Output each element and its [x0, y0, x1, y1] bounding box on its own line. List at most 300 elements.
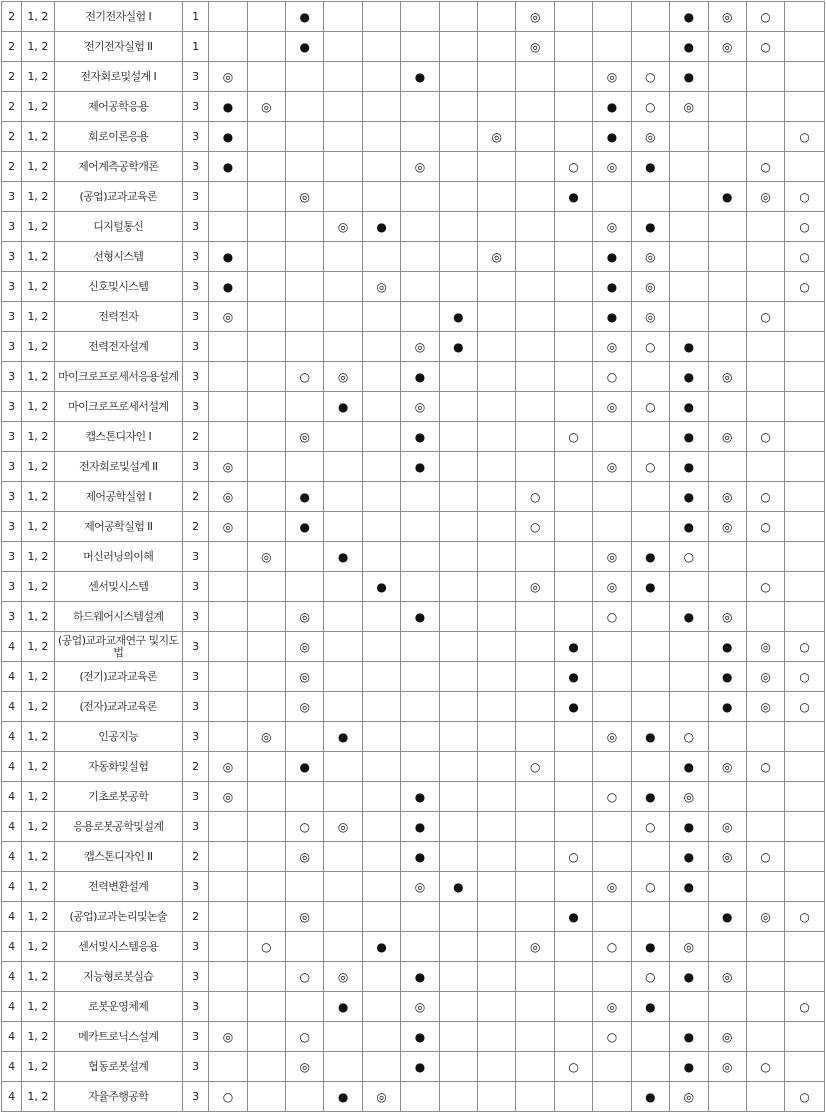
competency-mark-cell: ◎ — [478, 122, 516, 152]
competency-mark-cell: ◎ — [593, 872, 631, 902]
competency-mark-cell — [478, 332, 516, 362]
competency-mark-cell — [362, 32, 400, 62]
competency-mark-cell — [708, 992, 746, 1022]
competency-mark-cell: ◎ — [746, 692, 784, 722]
competency-mark-cell: ○ — [516, 512, 554, 542]
competency-mark-cell — [247, 152, 285, 182]
competency-mark-cell — [516, 722, 554, 752]
competency-mark-cell — [478, 212, 516, 242]
competency-mark-cell — [593, 962, 631, 992]
competency-mark-cell — [516, 302, 554, 332]
competency-mark-cell — [478, 542, 516, 572]
competency-mark-cell — [593, 1082, 631, 1112]
competency-mark-cell — [516, 1022, 554, 1052]
competency-mark-cell — [554, 272, 592, 302]
competency-mark-cell: ○ — [631, 452, 669, 482]
competency-mark-cell — [439, 662, 477, 692]
table-row — [2, 32, 825, 62]
competency-mark-cell — [439, 122, 477, 152]
competency-mark-cell: ● — [439, 872, 477, 902]
competency-mark-cell — [593, 842, 631, 872]
course-name-cell: (공업)교과논리및논술 — [54, 902, 182, 932]
competency-mark-cell — [478, 32, 516, 62]
semester-cell: 1, 2 — [22, 62, 54, 92]
competency-mark-cell — [324, 272, 362, 302]
competency-mark-cell: ◎ — [324, 362, 362, 392]
competency-mark-cell — [247, 362, 285, 392]
competency-mark-cell — [439, 1022, 477, 1052]
course-name-cell: (공업)교과교육론 — [54, 182, 182, 212]
competency-mark-cell — [516, 152, 554, 182]
table-row — [2, 542, 825, 572]
competency-mark-cell: ◎ — [631, 302, 669, 332]
competency-mark-cell — [286, 782, 324, 812]
competency-mark-cell: ◎ — [593, 542, 631, 572]
table-row — [2, 692, 825, 722]
competency-mark-cell — [708, 722, 746, 752]
grade-cell: 2 — [2, 62, 22, 92]
competency-mark-cell — [478, 92, 516, 122]
credits-cell: 2 — [182, 482, 208, 512]
credits-cell: 3 — [182, 332, 208, 362]
course-name-cell: 하드웨어시스템설계 — [54, 602, 182, 632]
semester-cell: 1, 2 — [22, 962, 54, 992]
grade-cell: 4 — [2, 902, 22, 932]
competency-mark-cell — [247, 512, 285, 542]
grade-cell: 2 — [2, 2, 22, 32]
competency-mark-cell: ◎ — [209, 62, 247, 92]
competency-mark-cell: ● — [670, 602, 708, 632]
competency-mark-cell — [554, 62, 592, 92]
competency-mark-cell — [439, 182, 477, 212]
competency-mark-cell: ○ — [746, 512, 784, 542]
competency-mark-cell: ○ — [670, 542, 708, 572]
course-name-cell: 캡스톤디자인 I — [54, 422, 182, 452]
credits-cell: 1 — [182, 2, 208, 32]
competency-mark-cell: ○ — [746, 422, 784, 452]
competency-mark-cell — [785, 542, 825, 572]
credits-cell: 2 — [182, 842, 208, 872]
competency-mark-cell — [209, 422, 247, 452]
competency-mark-cell — [401, 92, 439, 122]
competency-mark-cell — [478, 932, 516, 962]
competency-mark-cell: ● — [593, 92, 631, 122]
competency-mark-cell — [593, 32, 631, 62]
competency-mark-cell — [478, 1082, 516, 1112]
competency-mark-cell — [439, 2, 477, 32]
grade-cell: 4 — [2, 782, 22, 812]
competency-mark-cell — [478, 392, 516, 422]
competency-mark-cell — [209, 932, 247, 962]
competency-mark-cell — [593, 1052, 631, 1082]
table-row — [2, 152, 825, 182]
competency-mark-cell — [785, 332, 825, 362]
competency-mark-cell — [362, 2, 400, 32]
course-name-cell: 응용로봇공학및설계 — [54, 812, 182, 842]
competency-mark-cell — [209, 722, 247, 752]
credits-cell: 2 — [182, 422, 208, 452]
competency-mark-cell — [746, 1082, 784, 1112]
table-row — [2, 422, 825, 452]
competency-mark-cell: ◎ — [593, 452, 631, 482]
competency-mark-cell — [478, 512, 516, 542]
competency-mark-cell — [362, 1052, 400, 1082]
competency-mark-cell — [593, 482, 631, 512]
competency-mark-cell: ● — [362, 932, 400, 962]
competency-mark-cell: ● — [631, 992, 669, 1022]
course-name-cell: 전력전자설계 — [54, 332, 182, 362]
competency-mark-cell — [401, 182, 439, 212]
competency-mark-cell — [785, 392, 825, 422]
grade-cell: 3 — [2, 302, 22, 332]
competency-mark-cell — [516, 332, 554, 362]
competency-mark-cell — [439, 752, 477, 782]
semester-cell: 1, 2 — [22, 1082, 54, 1112]
competency-mark-cell — [209, 662, 247, 692]
competency-mark-cell: ◎ — [593, 572, 631, 602]
competency-mark-cell — [439, 362, 477, 392]
competency-mark-cell: ○ — [785, 182, 825, 212]
competency-mark-cell — [286, 272, 324, 302]
competency-mark-cell — [362, 632, 400, 662]
competency-mark-cell: ● — [670, 332, 708, 362]
competency-mark-cell: ◎ — [209, 302, 247, 332]
competency-mark-cell — [670, 122, 708, 152]
credits-cell: 3 — [182, 992, 208, 1022]
competency-mark-cell — [593, 632, 631, 662]
competency-mark-cell: ● — [554, 692, 592, 722]
semester-cell: 1, 2 — [22, 332, 54, 362]
semester-cell: 1, 2 — [22, 932, 54, 962]
competency-mark-cell: ● — [631, 932, 669, 962]
competency-mark-cell — [401, 692, 439, 722]
competency-mark-cell — [708, 1082, 746, 1112]
table-row — [2, 572, 825, 602]
competency-mark-cell — [631, 422, 669, 452]
competency-mark-cell: ○ — [593, 602, 631, 632]
course-name-cell: 인공지능 — [54, 722, 182, 752]
competency-mark-cell — [478, 992, 516, 1022]
grade-cell: 3 — [2, 392, 22, 422]
credits-cell: 3 — [182, 392, 208, 422]
competency-mark-cell — [247, 902, 285, 932]
semester-cell: 1, 2 — [22, 242, 54, 272]
course-name-cell: 전기전자실험 I — [54, 2, 182, 32]
competency-mark-cell — [324, 332, 362, 362]
table-row — [2, 1022, 825, 1052]
competency-mark-cell — [439, 902, 477, 932]
competency-mark-cell — [516, 662, 554, 692]
competency-mark-cell — [708, 92, 746, 122]
course-name-cell: 선형시스템 — [54, 242, 182, 272]
credits-cell: 3 — [182, 1052, 208, 1082]
competency-mark-cell — [362, 152, 400, 182]
competency-mark-cell — [516, 842, 554, 872]
competency-mark-cell — [247, 572, 285, 602]
competency-mark-cell — [362, 512, 400, 542]
table-body — [2, 2, 825, 1112]
competency-mark-cell — [247, 752, 285, 782]
course-name-cell: 전기전자실험 II — [54, 32, 182, 62]
table-row — [2, 272, 825, 302]
competency-mark-cell — [554, 722, 592, 752]
competency-mark-cell — [670, 182, 708, 212]
table-row — [2, 962, 825, 992]
semester-cell: 1, 2 — [22, 422, 54, 452]
competency-mark-cell: ● — [670, 392, 708, 422]
competency-mark-cell — [439, 842, 477, 872]
competency-mark-cell — [209, 392, 247, 422]
competency-mark-cell — [708, 212, 746, 242]
semester-cell: 1, 2 — [22, 812, 54, 842]
competency-mark-cell — [746, 452, 784, 482]
competency-mark-cell: ◎ — [247, 92, 285, 122]
competency-mark-cell — [478, 632, 516, 662]
competency-mark-cell: ○ — [516, 752, 554, 782]
competency-mark-cell: ● — [554, 662, 592, 692]
competency-mark-cell — [286, 152, 324, 182]
competency-mark-cell: ○ — [631, 332, 669, 362]
competency-mark-cell — [631, 1052, 669, 1082]
competency-mark-cell — [324, 62, 362, 92]
competency-mark-cell — [439, 272, 477, 302]
course-name-cell: 전력변환설계 — [54, 872, 182, 902]
competency-mark-cell: ◎ — [401, 872, 439, 902]
competency-mark-cell — [631, 1022, 669, 1052]
competency-mark-cell — [785, 1022, 825, 1052]
semester-cell: 1, 2 — [22, 392, 54, 422]
table-row — [2, 602, 825, 632]
table-row — [2, 182, 825, 212]
credits-cell: 3 — [182, 572, 208, 602]
competency-mark-cell: ○ — [593, 782, 631, 812]
competency-mark-cell: ○ — [593, 1022, 631, 1052]
competency-mark-cell — [516, 1052, 554, 1082]
competency-mark-cell — [286, 452, 324, 482]
competency-mark-cell — [785, 512, 825, 542]
competency-mark-cell — [286, 992, 324, 1022]
competency-mark-cell: ◎ — [286, 182, 324, 212]
competency-mark-cell — [746, 212, 784, 242]
competency-mark-cell: ● — [593, 122, 631, 152]
competency-mark-cell: ● — [708, 662, 746, 692]
competency-mark-cell: ○ — [785, 122, 825, 152]
competency-mark-cell — [362, 692, 400, 722]
competency-mark-cell — [401, 272, 439, 302]
competency-mark-cell — [286, 572, 324, 602]
competency-mark-cell — [554, 812, 592, 842]
competency-mark-cell — [286, 332, 324, 362]
competency-mark-cell — [247, 272, 285, 302]
curriculum-mapping-table — [1, 1, 825, 1112]
table-row — [2, 722, 825, 752]
competency-mark-cell — [785, 872, 825, 902]
grade-cell: 3 — [2, 182, 22, 212]
semester-cell: 1, 2 — [22, 1052, 54, 1082]
grade-cell: 4 — [2, 812, 22, 842]
competency-mark-cell — [247, 302, 285, 332]
competency-mark-cell — [785, 932, 825, 962]
competency-mark-cell — [631, 752, 669, 782]
competency-mark-cell — [439, 962, 477, 992]
competency-mark-cell — [708, 242, 746, 272]
competency-mark-cell — [362, 422, 400, 452]
competency-mark-cell — [324, 902, 362, 932]
competency-mark-cell — [401, 212, 439, 242]
competency-mark-cell — [247, 692, 285, 722]
competency-mark-cell — [324, 242, 362, 272]
competency-mark-cell — [362, 92, 400, 122]
grade-cell: 3 — [2, 332, 22, 362]
competency-mark-cell — [324, 602, 362, 632]
competency-mark-cell — [286, 932, 324, 962]
competency-mark-cell: ● — [631, 542, 669, 572]
competency-mark-cell: ● — [401, 812, 439, 842]
grade-cell: 3 — [2, 542, 22, 572]
grade-cell: 4 — [2, 1082, 22, 1112]
table-row — [2, 452, 825, 482]
competency-mark-cell — [785, 752, 825, 782]
grade-cell: 2 — [2, 92, 22, 122]
competency-mark-cell — [247, 782, 285, 812]
competency-mark-cell: ◎ — [670, 932, 708, 962]
competency-mark-cell: ○ — [746, 152, 784, 182]
competency-mark-cell — [247, 842, 285, 872]
competency-mark-cell — [554, 602, 592, 632]
competency-mark-cell — [439, 452, 477, 482]
competency-mark-cell — [516, 182, 554, 212]
competency-mark-cell: ◎ — [593, 212, 631, 242]
competency-mark-cell — [631, 662, 669, 692]
competency-mark-cell: ◎ — [593, 722, 631, 752]
competency-mark-cell — [554, 32, 592, 62]
competency-mark-cell — [631, 632, 669, 662]
competency-mark-cell — [439, 812, 477, 842]
competency-mark-cell: ○ — [785, 992, 825, 1022]
competency-mark-cell — [478, 662, 516, 692]
credits-cell: 3 — [182, 182, 208, 212]
competency-mark-cell: ● — [439, 332, 477, 362]
competency-mark-cell: ○ — [286, 962, 324, 992]
competency-mark-cell: ◎ — [286, 662, 324, 692]
competency-mark-cell: ● — [209, 92, 247, 122]
competency-mark-cell — [554, 1022, 592, 1052]
competency-mark-cell: ● — [324, 392, 362, 422]
competency-mark-cell: ○ — [785, 272, 825, 302]
grade-cell: 4 — [2, 1052, 22, 1082]
grade-cell: 3 — [2, 512, 22, 542]
competency-mark-cell: ● — [209, 122, 247, 152]
table-row — [2, 122, 825, 152]
competency-mark-cell — [746, 872, 784, 902]
competency-mark-cell — [516, 92, 554, 122]
semester-cell: 1, 2 — [22, 272, 54, 302]
credits-cell: 3 — [182, 242, 208, 272]
competency-mark-cell — [516, 602, 554, 632]
competency-mark-cell: ○ — [631, 812, 669, 842]
grade-cell: 3 — [2, 602, 22, 632]
course-name-cell: (전자)교과교육론 — [54, 692, 182, 722]
credits-cell: 3 — [182, 302, 208, 332]
competency-mark-cell: ◎ — [708, 422, 746, 452]
competency-mark-cell — [785, 812, 825, 842]
competency-mark-cell: ● — [670, 842, 708, 872]
competency-mark-cell: ○ — [593, 932, 631, 962]
competency-mark-cell — [554, 452, 592, 482]
semester-cell: 1, 2 — [22, 92, 54, 122]
competency-mark-cell: ● — [670, 752, 708, 782]
competency-mark-cell — [554, 392, 592, 422]
competency-mark-cell: ◎ — [708, 362, 746, 392]
credits-cell: 3 — [182, 1082, 208, 1112]
competency-mark-cell — [516, 422, 554, 452]
competency-mark-cell — [401, 542, 439, 572]
competency-mark-cell — [516, 632, 554, 662]
competency-mark-cell: ○ — [785, 692, 825, 722]
competency-mark-cell: ◎ — [247, 722, 285, 752]
table-row — [2, 392, 825, 422]
semester-cell: 1, 2 — [22, 902, 54, 932]
course-name-cell: 자동화및실험 — [54, 752, 182, 782]
competency-mark-cell — [324, 92, 362, 122]
competency-mark-cell: ● — [670, 62, 708, 92]
semester-cell: 1, 2 — [22, 992, 54, 1022]
competency-mark-cell: ○ — [746, 2, 784, 32]
course-name-cell: 로봇운영체제 — [54, 992, 182, 1022]
competency-mark-cell — [478, 752, 516, 782]
competency-mark-cell — [554, 932, 592, 962]
competency-mark-cell: ◎ — [708, 32, 746, 62]
competency-mark-cell: ◎ — [286, 692, 324, 722]
competency-mark-cell — [286, 122, 324, 152]
competency-mark-cell — [439, 482, 477, 512]
competency-mark-cell: ● — [554, 182, 592, 212]
competency-mark-cell — [785, 92, 825, 122]
competency-mark-cell: ◎ — [516, 32, 554, 62]
semester-cell: 1, 2 — [22, 872, 54, 902]
competency-mark-cell — [324, 662, 362, 692]
competency-mark-cell: ○ — [631, 92, 669, 122]
competency-mark-cell: ◎ — [708, 812, 746, 842]
competency-mark-cell: ● — [209, 152, 247, 182]
competency-mark-cell: ◎ — [708, 842, 746, 872]
competency-mark-cell — [746, 1022, 784, 1052]
competency-mark-cell — [362, 332, 400, 362]
competency-mark-cell — [362, 1022, 400, 1052]
competency-mark-cell: ● — [401, 62, 439, 92]
competency-mark-cell: ● — [286, 482, 324, 512]
competency-mark-cell — [708, 302, 746, 332]
competency-mark-cell — [631, 512, 669, 542]
competency-mark-cell: ◎ — [746, 182, 784, 212]
competency-mark-cell — [209, 992, 247, 1022]
course-name-cell: 제어공학실험 II — [54, 512, 182, 542]
competency-mark-cell — [516, 452, 554, 482]
competency-mark-cell — [324, 752, 362, 782]
competency-mark-cell: ○ — [554, 422, 592, 452]
competency-mark-cell — [324, 1022, 362, 1052]
grade-cell: 2 — [2, 32, 22, 62]
competency-mark-cell — [324, 572, 362, 602]
competency-mark-cell: ◎ — [593, 332, 631, 362]
competency-mark-cell — [286, 392, 324, 422]
competency-mark-cell — [670, 242, 708, 272]
competency-mark-cell — [439, 692, 477, 722]
competency-mark-cell: ● — [401, 422, 439, 452]
competency-mark-cell: ● — [401, 602, 439, 632]
competency-mark-cell — [478, 452, 516, 482]
semester-cell: 1, 2 — [22, 302, 54, 332]
